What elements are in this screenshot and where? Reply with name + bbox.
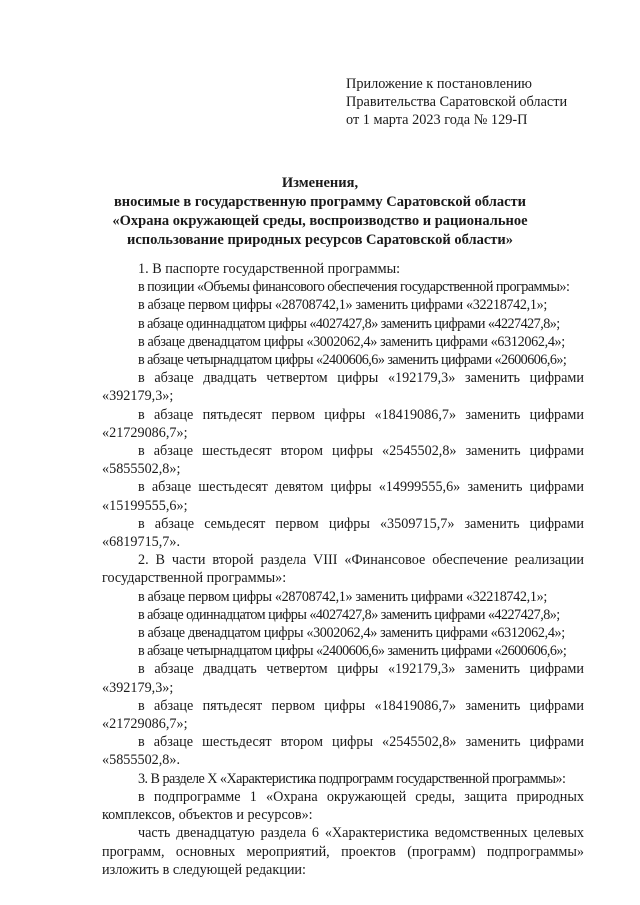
header-line-2: Правительства Саратовской области <box>346 94 568 110</box>
section-2-item: в абзаце четырнадцатом цифры «2400606,6» заменить цифрами «2600606,6»; <box>138 643 567 660</box>
document-body <box>102 260 584 879</box>
section-2-item: в абзаце одиннадцатом цифры «4027427,8» заменить цифрами «4227427,8»; <box>138 606 560 623</box>
section-3-paragraph: часть двенадцатую раздела 6 «Характеристика ведомственных целевых программ, основных мероприятий, проектов (программ) подпрограммы» изложить в следующей редакции: <box>102 825 584 878</box>
section-1-item: в абзаце семьдесят первом цифры «3509715,7» заменить цифрами «6819715,7». <box>102 515 584 551</box>
section-3-heading: 3. В разделе X «Характеристика подпрограмм государственной программы»: <box>138 770 566 787</box>
section-2-item: в абзаце пятьдесят первом цифры «18419086,7» заменить цифрами «21729086,7»; <box>102 697 584 733</box>
section-1-heading: 1. В паспорте государственной программы: <box>138 261 401 277</box>
section-1-item: в абзаце одиннадцатом цифры «4027427,8» заменить цифрами «4227427,8»; <box>138 315 560 332</box>
section-1-item: в абзаце шестьдесят девятом цифры «14999555,6» заменить цифрами «15199555,6»; <box>102 479 584 514</box>
title-line-3: «Охрана окружающей среды, воспроизводство и рациональное <box>112 213 528 229</box>
section-1-intro: в позиции «Объемы финансового обеспечения государственной программы»: <box>138 279 570 296</box>
section-2-heading: 2. В части второй раздела VIII «Финансовое обеспечение реализации государственной программы»: <box>102 552 584 587</box>
section-3-paragraph: в подпрограмме 1 «Охрана окружающей среды, защита природных комплексов, объектов и ресурсов»: <box>102 788 584 824</box>
section-1-item: в абзаце шестьдесят втором цифры «2545502,8» заменить цифрами «5855502,8»; <box>102 443 584 478</box>
section-1-item: в абзаце двадцать четвертом цифры «192179,3» заменить цифрами «392179,3»; <box>102 370 584 405</box>
section-2-item: в абзаце первом цифры «28708742,1» заменить цифрами «32218742,1»; <box>138 588 547 605</box>
title-line-1: Изменения, <box>281 175 359 191</box>
document-title <box>90 174 550 250</box>
header-line-3: от 1 марта 2023 года № 129-П <box>346 112 528 128</box>
section-1-item: в абзаце первом цифры «28708742,1» заменить цифрами «32218742,1»; <box>138 297 547 314</box>
header-line-1: Приложение к постановлению <box>346 76 532 92</box>
section-2-item: в абзаце шестьдесят втором цифры «2545502,8» заменить цифрами «5855502,8». <box>102 734 584 769</box>
section-2-item: в абзаце двенадцатом цифры «3002062,4» заменить цифрами «6312062,4»; <box>138 625 565 642</box>
section-1-item: в абзаце двенадцатом цифры «3002062,4» заменить цифрами «6312062,4»; <box>138 333 565 350</box>
section-2-item: в абзаце двадцать четвертом цифры «192179,3» заменить цифрами «392179,3»; <box>102 661 584 696</box>
section-1-item: в абзаце пятьдесят первом цифры «18419086,7» заменить цифрами «21729086,7»; <box>102 406 584 441</box>
approval-header <box>346 75 567 129</box>
title-line-2: вносимые в государственную программу Саратовской области <box>113 194 527 210</box>
section-1-item: в абзаце четырнадцатом цифры «2400606,6» заменить цифрами «2600606,6»; <box>138 352 567 369</box>
title-line-4: использование природных ресурсов Саратовской области» <box>126 232 514 248</box>
